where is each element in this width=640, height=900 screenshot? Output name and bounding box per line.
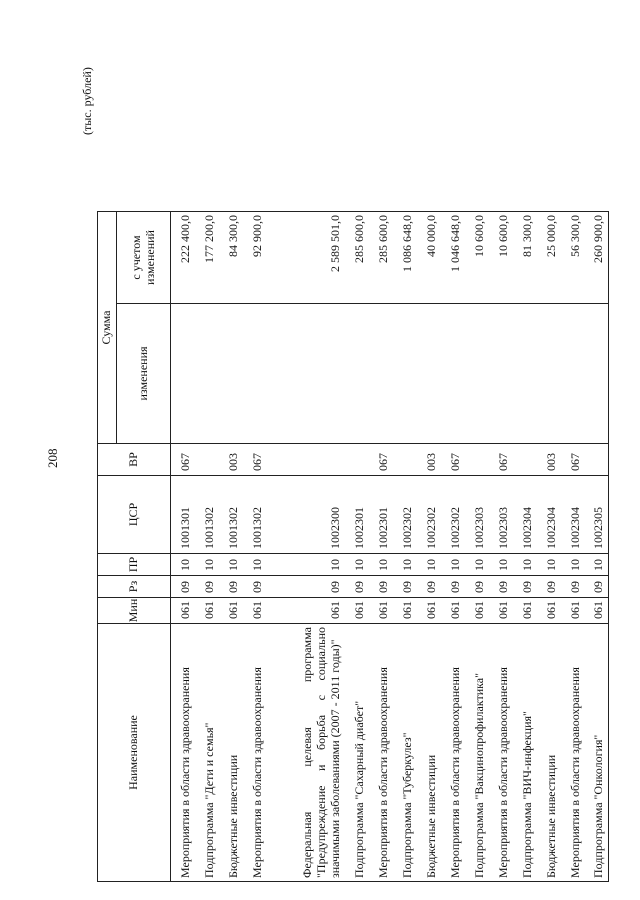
row-csr: 1002305 xyxy=(585,476,609,554)
row-min: 061 xyxy=(267,598,345,624)
row-vr: 067 xyxy=(171,444,195,476)
row-rz: 09 xyxy=(243,576,267,598)
row-pr: 10 xyxy=(465,554,489,576)
row-total: 1 046 648,0 xyxy=(441,212,465,304)
header-min: Мин xyxy=(98,598,171,624)
row-change xyxy=(219,304,243,444)
row-change xyxy=(369,304,393,444)
row-vr xyxy=(267,444,345,476)
row-min: 061 xyxy=(369,598,393,624)
row-pr: 10 xyxy=(561,554,585,576)
row-csr: 1001302 xyxy=(243,476,267,554)
row-min: 061 xyxy=(171,598,195,624)
row-csr: 1002304 xyxy=(561,476,585,554)
row-name: Бюджетные инвестиции xyxy=(537,624,561,882)
row-change xyxy=(465,304,489,444)
table-row xyxy=(537,212,561,882)
row-total: 10 600,0 xyxy=(489,212,513,304)
row-csr: 1001302 xyxy=(219,476,243,554)
row-vr xyxy=(345,444,369,476)
row-vr xyxy=(465,444,489,476)
table-row xyxy=(267,212,345,882)
row-change xyxy=(243,304,267,444)
row-total: 25 000,0 xyxy=(537,212,561,304)
row-change xyxy=(267,304,345,444)
row-total: 177 200,0 xyxy=(195,212,219,304)
row-vr: 003 xyxy=(417,444,441,476)
row-rz: 09 xyxy=(489,576,513,598)
row-change xyxy=(171,304,195,444)
units-note: (тыс. рублей) xyxy=(80,67,94,135)
row-csr: 1002302 xyxy=(393,476,417,554)
row-pr: 10 xyxy=(489,554,513,576)
row-min: 061 xyxy=(537,598,561,624)
row-name: Бюджетные инвестиции xyxy=(219,624,243,882)
row-rz: 09 xyxy=(267,576,345,598)
row-total: 56 300,0 xyxy=(561,212,585,304)
budget-table xyxy=(97,211,609,882)
row-csr: 1002303 xyxy=(465,476,489,554)
header-change: изменения xyxy=(117,304,171,444)
header-sum: Сумма xyxy=(98,212,117,444)
table-row xyxy=(441,212,465,882)
row-name: Мероприятия в области здравоохранения xyxy=(489,624,513,882)
table-row xyxy=(369,212,393,882)
table-row xyxy=(513,212,537,882)
table-row xyxy=(393,212,417,882)
row-rz: 09 xyxy=(369,576,393,598)
table-row xyxy=(561,212,585,882)
row-pr: 10 xyxy=(393,554,417,576)
row-change xyxy=(417,304,441,444)
row-vr: 003 xyxy=(537,444,561,476)
row-vr xyxy=(195,444,219,476)
row-csr: 1002302 xyxy=(417,476,441,554)
row-total: 10 600,0 xyxy=(465,212,489,304)
row-name: Подпрограмма "Дети и семья" xyxy=(195,624,219,882)
row-csr: 1002300 xyxy=(267,476,345,554)
row-vr: 067 xyxy=(441,444,465,476)
table-row xyxy=(171,212,195,882)
row-change xyxy=(345,304,369,444)
row-total: 222 400,0 xyxy=(171,212,195,304)
row-rz: 09 xyxy=(441,576,465,598)
row-name: Федеральная целевая программа "Предупреждение и борьба с социально значимыми заболеваниями (2007 - 2011 годы)" xyxy=(267,624,345,882)
header-with-change: с учетом изменений xyxy=(117,212,171,304)
row-change xyxy=(489,304,513,444)
row-rz: 09 xyxy=(195,576,219,598)
row-name: Подпрограмма "Онкология" xyxy=(585,624,609,882)
row-name: Мероприятия в области здравоохранения xyxy=(441,624,465,882)
row-total: 40 000,0 xyxy=(417,212,441,304)
row-min: 061 xyxy=(489,598,513,624)
table-row xyxy=(345,212,369,882)
row-rz: 09 xyxy=(417,576,441,598)
table-row xyxy=(585,212,609,882)
row-pr: 10 xyxy=(171,554,195,576)
table-row xyxy=(243,212,267,882)
table-row xyxy=(489,212,513,882)
row-pr: 10 xyxy=(369,554,393,576)
row-pr: 10 xyxy=(441,554,465,576)
row-total: 285 600,0 xyxy=(345,212,369,304)
row-pr: 10 xyxy=(417,554,441,576)
row-pr: 10 xyxy=(219,554,243,576)
row-total: 2 589 501,0 xyxy=(267,212,345,304)
row-vr xyxy=(585,444,609,476)
row-csr: 1001302 xyxy=(195,476,219,554)
row-csr: 1002301 xyxy=(345,476,369,554)
row-vr: 067 xyxy=(243,444,267,476)
row-change xyxy=(513,304,537,444)
row-rz: 09 xyxy=(585,576,609,598)
table-body xyxy=(171,212,609,882)
row-rz: 09 xyxy=(465,576,489,598)
row-csr: 1002302 xyxy=(441,476,465,554)
row-pr: 10 xyxy=(585,554,609,576)
table-row xyxy=(417,212,441,882)
row-vr: 067 xyxy=(489,444,513,476)
row-min: 061 xyxy=(417,598,441,624)
row-total: 285 600,0 xyxy=(369,212,393,304)
row-change xyxy=(441,304,465,444)
table-row xyxy=(219,212,243,882)
row-rz: 09 xyxy=(393,576,417,598)
row-change xyxy=(537,304,561,444)
row-vr xyxy=(393,444,417,476)
row-name: Подпрограмма "Туберкулез" xyxy=(393,624,417,882)
row-min: 061 xyxy=(465,598,489,624)
row-rz: 09 xyxy=(561,576,585,598)
row-pr: 10 xyxy=(195,554,219,576)
row-total: 260 900,0 xyxy=(585,212,609,304)
header-pr: ПР xyxy=(98,554,171,576)
row-name: Мероприятия в области здравоохранения xyxy=(369,624,393,882)
row-total: 92 900,0 xyxy=(243,212,267,304)
row-min: 061 xyxy=(243,598,267,624)
row-change xyxy=(585,304,609,444)
row-name: Мероприятия в области здравоохранения xyxy=(171,624,195,882)
row-rz: 09 xyxy=(345,576,369,598)
row-csr: 1002301 xyxy=(369,476,393,554)
row-rz: 09 xyxy=(537,576,561,598)
header-csr: ЦСР xyxy=(98,476,171,554)
row-name: Мероприятия в области здравоохранения xyxy=(561,624,585,882)
row-pr: 10 xyxy=(267,554,345,576)
row-total: 84 300,0 xyxy=(219,212,243,304)
table-header xyxy=(98,212,171,882)
row-change xyxy=(195,304,219,444)
row-name: Подпрограмма "Вакцинопрофилактика" xyxy=(465,624,489,882)
row-change xyxy=(393,304,417,444)
row-pr: 10 xyxy=(345,554,369,576)
row-total: 1 086 648,0 xyxy=(393,212,417,304)
row-rz: 09 xyxy=(171,576,195,598)
row-min: 061 xyxy=(345,598,369,624)
table-row xyxy=(195,212,219,882)
row-min: 061 xyxy=(513,598,537,624)
row-csr: 1001301 xyxy=(171,476,195,554)
row-change xyxy=(561,304,585,444)
row-min: 061 xyxy=(219,598,243,624)
row-pr: 10 xyxy=(513,554,537,576)
table-row xyxy=(465,212,489,882)
row-min: 061 xyxy=(441,598,465,624)
row-csr: 1002303 xyxy=(489,476,513,554)
row-vr: 003 xyxy=(219,444,243,476)
page-number: 208 xyxy=(45,448,60,468)
row-name: Мероприятия в области здравоохранения xyxy=(243,624,267,882)
row-total: 81 300,0 xyxy=(513,212,537,304)
row-pr: 10 xyxy=(243,554,267,576)
row-min: 061 xyxy=(195,598,219,624)
row-name: Бюджетные инвестиции xyxy=(417,624,441,882)
row-name: Подпрограмма "Сахарный диабет" xyxy=(345,624,369,882)
header-rz: Рз xyxy=(98,576,171,598)
row-vr: 067 xyxy=(369,444,393,476)
row-vr: 067 xyxy=(561,444,585,476)
header-vr: ВР xyxy=(98,444,171,476)
row-min: 061 xyxy=(585,598,609,624)
row-csr: 1002304 xyxy=(537,476,561,554)
row-csr: 1002304 xyxy=(513,476,537,554)
header-name: Наименование xyxy=(98,624,171,882)
row-pr: 10 xyxy=(537,554,561,576)
row-vr xyxy=(513,444,537,476)
row-min: 061 xyxy=(561,598,585,624)
row-rz: 09 xyxy=(219,576,243,598)
row-name: Подпрограмма "ВИЧ-инфекция" xyxy=(513,624,537,882)
row-min: 061 xyxy=(393,598,417,624)
row-rz: 09 xyxy=(513,576,537,598)
